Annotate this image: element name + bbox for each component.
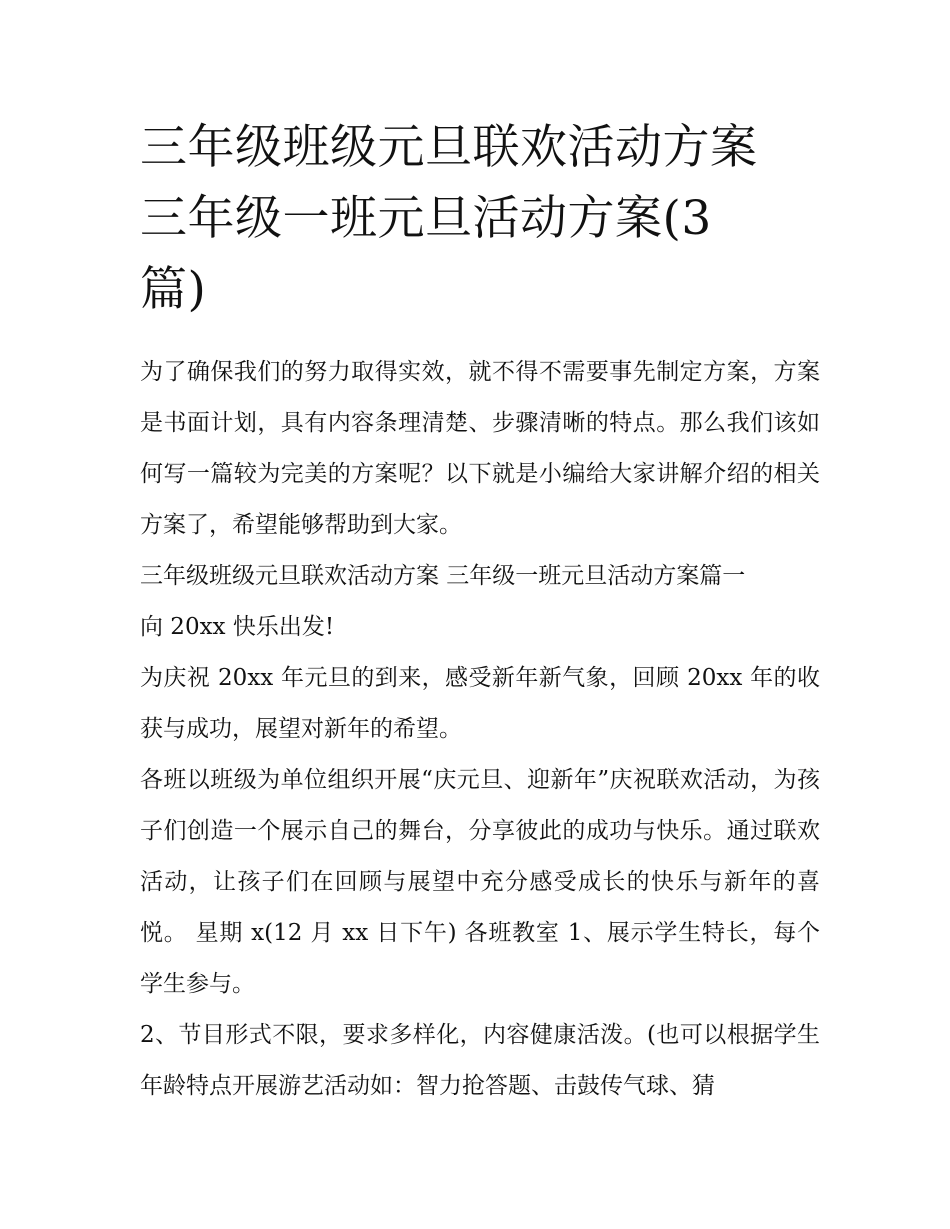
paragraph-activity: 各班以班级为单位组织开展“庆元旦、迎新年”庆祝联欢活动，为孩子们创造一个展示自己的舞台，分享彼此的成功与快乐。通过联欢活动，让孩子们在回顾与展望中充分感受成长的快乐与新年的喜悦。 星期 x(12 月 xx 日下午) 各班教室 1、展示学生特长，每个学生参与。 bbox=[140, 767, 820, 997]
paragraph-theme: 向 20xx 快乐出发! bbox=[140, 614, 335, 640]
title-line-2: 三年级一班元旦活动方案(3 bbox=[140, 191, 712, 246]
document-title bbox=[140, 112, 820, 325]
document-body bbox=[140, 347, 820, 1112]
paragraph-requirements: 2、节目形式不限，要求多样化，内容健康活泼。(也可以根据学生年龄特点开展游艺活动如：智力抢答题、击鼓传气球、猜 bbox=[140, 1022, 820, 1099]
title-line-1: 三年级班级元旦联欢活动方案 bbox=[140, 120, 758, 175]
paragraph-intro: 为了确保我们的努力取得实效，就不得不需要事先制定方案，方案是书面计划，具有内容条理清楚、步骤清晰的特点。那么我们该如何写一篇较为完美的方案呢？以下就是小编给大家讲解介绍的相关方案了，希望能够帮助到大家。 bbox=[140, 359, 820, 538]
document-page bbox=[140, 112, 820, 1112]
title-line-3: 篇) bbox=[140, 262, 207, 317]
paragraph-section-heading: 三年级班级元旦联欢活动方案 三年级一班元旦活动方案篇一 bbox=[140, 563, 746, 589]
paragraph-purpose: 为庆祝 20xx 年元旦的到来，感受新年新气象，回顾 20xx 年的收获与成功，展望对新年的希望。 bbox=[140, 665, 820, 742]
